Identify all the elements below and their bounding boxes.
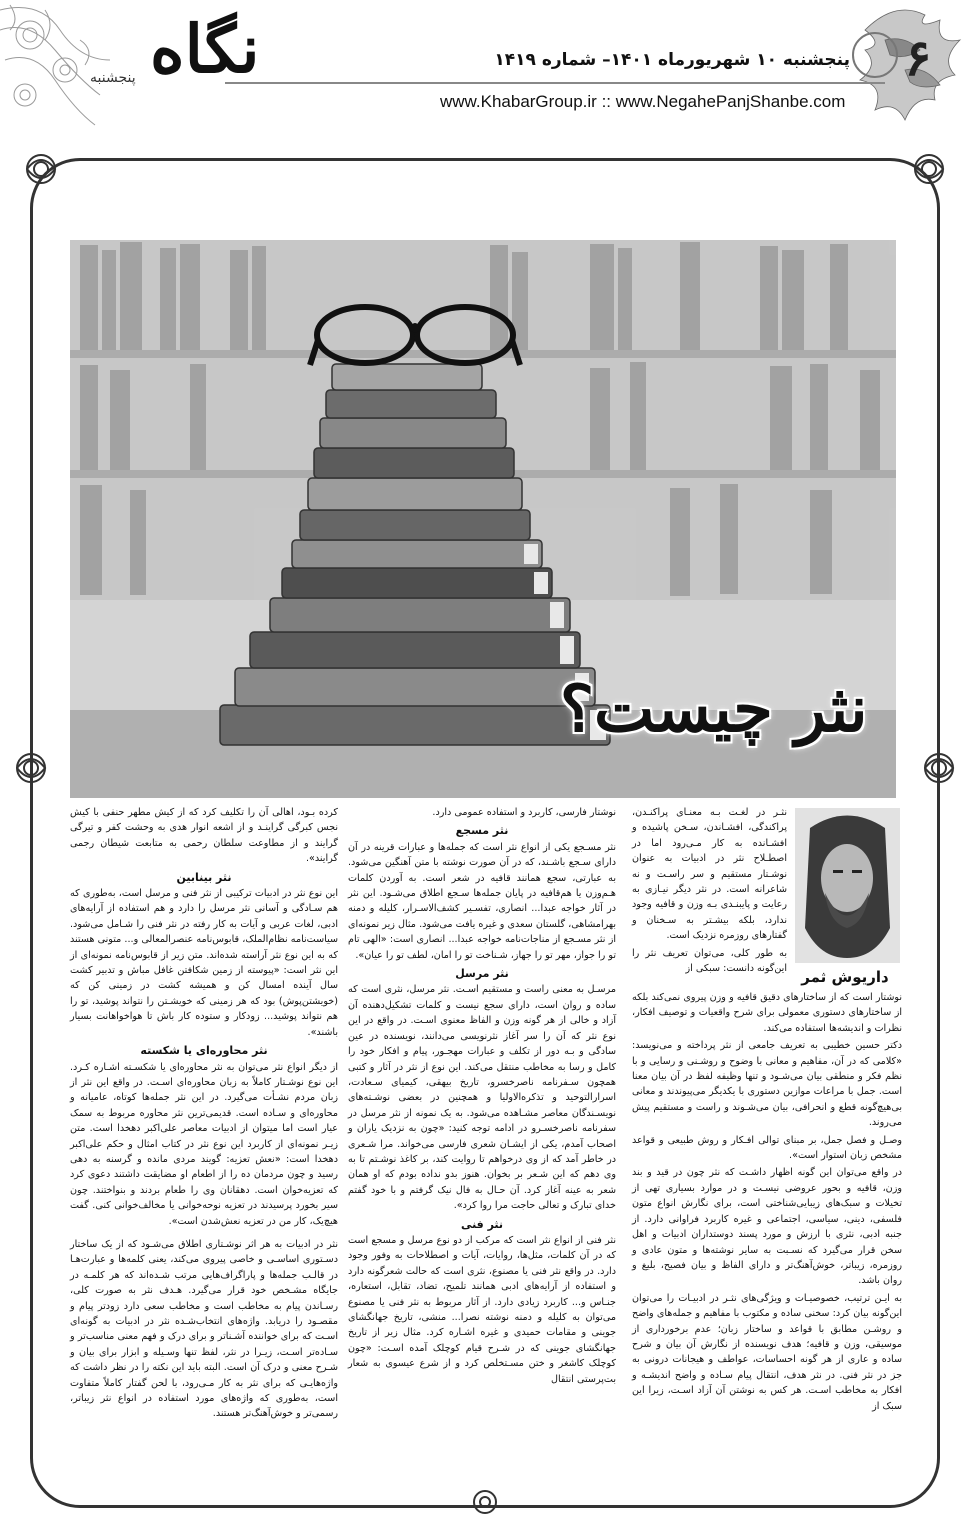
- paragraph: نثـر در لغـت بـه معنـای پراکنـدن، پراکندگی، افشـاندن، سـخن پاشیده و افشـانده به کار مـی‌رود اما در اصطـلاح نثر در ادبیات به عنوان نوشـتار مستقیم و سر راسـت و نه شاعرانه است. در نثر دیگر نیـازی به رعایت و پایبنـدی بـه وزن و قافیه وجود ندارد، بلکه بیشـتر به سـخنان و گفتارهای روزمره نزدیک است.: [632, 807, 787, 942]
- section-heading: نثر فنی: [460, 1217, 504, 1231]
- paragraph: نوشتار است که از ساختارهای دقیق قافیه و وزن پیروی نمی‌کند بلکه از ساختارهای دستوری معمولی برای شرح واقعیات و توصیف افکار، نظرات و اندیشه‌ها استفاده می‌کند.: [632, 992, 902, 1034]
- section-heading: نثر مسجع: [455, 824, 509, 838]
- section-heading: نثر مرسل: [455, 967, 509, 981]
- section-heading: نثر بینابین: [176, 870, 232, 884]
- paragraph: به ایـن ترتیب، خصوصیـات و ویژگی‌های نثـر در ادبیـات را می‌توان این‌گونه بیان کرد: سخنی ساده و مکتوب با مفاهیم و جمله‌های واضح و روشـن مطابق با قواعد و ساختار زبان؛ عدم برخورداری از موسیقی، وزن و قافیه؛ هدف نویسنده از نگارش آن بیان و شرح ساده و عاری از هر گونه احساسات، عواطف و هیجانات درونی به جز در نثر فنی. در نثر هدف، انتقال پیام سـاده و واضح اندیشـه و افکار به مخاطب اسـت. هر کس به نوشتن آن آزاد اسـت، زیرا این سبک از: [632, 1292, 902, 1412]
- paragraph: این نوع نثر در ادبیات ترکیبی از نثر فنی و مرسل است، به‌طوری که هم سـادگی و آسانی نثر مرسل را دارد و هم استفاده از آرایه‌های ادبی، لغات عربی و آیات به کار رفته در نثر فنی را شـامل می‌شود. سیاست‌نامه نظام‌الملک، قابوس‌نامه عنصرالمعالی و... متونی هستند که به این نوع نثر آراسته شده‌اند. متن زیر از قابوس‌نامه نمونه‌ای از این نثر است: «پیوسته از زمین شکافتن غافل مباش و تدبیر کشت سال آینده امسال کن و همیشه کشت در زمینی کن که (خویشتن‌پوش) بود که هر زمینی که خویشـتن را نتواند پوشید، تو را هم نتواند پوشید... زودکار و ستوده کار باش تا هواخواهانت بسیار باشند».: [70, 888, 338, 1038]
- website-urls: www.KhabarGroup.ir :: www.NegahePanjShanbe.com: [440, 92, 846, 111]
- author-byline: داریوش ثمر: [801, 968, 889, 986]
- paragraph: مرسـل به معنی راست و مستقیم اسـت. نثر مرسل، نثری است که ساده و روان است، دارای سجع نیست و کلمات تشکیل‌دهنده آن آزاد و خالی از هر گونه وزن و الفاظ معنوی اسـت. در واقع در این نوع نثر که آن را سر آغاز نثرنویسی می‌دانند، نویسنده در عین سادگی و بـه دور از تکلف و عبارات مهجـور، پیام و افکار خود را کامل و رسا به مخاطب منتقل می‌کند. این نوع از نثر در آثار و کتبی همچون سـفرنامه ناصرخسرو، تاریخ بیهقی، کیمیای سـعادت، اسرارالتوحید و تذکره‌الاولیا و همچنین در بعضی نوشـته‌های نویسـندگان معاصر مشـاهده می‌شود. به یک نمونه از نثر مرسل در سفرنامه ناصرخسـرو در ادامه توجه کنید: «چون به نزدیک یاران و اصحاب آمدم، یکی از ایشـان شعری فارسی می‌خواند. مرا شـعری در خاطر آمد که از وی درخواهم تا روایت کند، بر کاغذ نوشـتم تا به وی دهم که این شـعر بر بخوان. هنوز بدو نداده بودم که او همان شعر به عینه آغاز کرد. آن حـال به فال نیک گرفتم و با خود گفتم خدای تبارک و تعالی حاجت مرا روا کرد».: [348, 984, 616, 1212]
- column-3-body: [70, 805, 338, 1424]
- paragraph: نوشتار فارسی، کاربرد و استفاده عمومی دارد.: [432, 807, 616, 818]
- article-headline: نثر چیست؟: [560, 672, 868, 747]
- column-2-body: [348, 805, 616, 1389]
- floral-ornament-left-icon: [0, 0, 120, 130]
- paragraph: نثر در ادبیات به هر اثر نوشـتاری اطلاق می‌شـود که از یک ساختار دسـتوری اساسـی و خاصی پیروی می‌کند، یعنی کلمه‌ها و عبارت‌هـا در قالـب جمله‌ها و پاراگراف‌هایی مرتب شـده‌اند که هر کلمـه در جایگاه مشـخص خود قرار می‌گیرد. هـدف نثر به صورت کلی، رسـاندن پیام به مخاطب است و مخاطب سعی دارد زودتر پیام و مقصـود را دریابد. واژه‌های انتخاب‌شـده نثر در ادبیات به گونه‌ای اسـت که برای خواننده آشـناتر و برای درک و فهم معنی مناسب‌تر و سـاده‌تر اسـت، زیـرا در نثر، لفظ تنها وسـیله و ابزار برای بیان و شـرح معنی و درک آن است. البته باید این نکته را در نظر داشت که واژه‌هایـی که برای نثر به کار مـی‌رود، با لحن گفتار کاملاً متفاوت است، به‌طوری که واژه‌های مورد استفاده در انواع نثر زیباتر، رسمی‌تر و خوش‌آهنگ‌تر هستند.: [70, 1238, 338, 1420]
- frame-knot-mid-left-icon: [8, 745, 54, 791]
- logo-subtitle: پنجشنبه: [90, 70, 136, 86]
- paragraph: در واقع می‌توان این گونه اظهار داشـت که نثر چون در قید و بند وزن، قافیه و بحور عروضی نیسـت و در موارد بسیاری تهی از تخیلات و سبک‌های زیبایی‌شناختی است، برای نگارش انواع متون فلسفی، دینی، سیاسی، اجتماعی و غیره کاربرد فراوانی دارد. از جنبه ادبی، نثری با ارزش و مورد پسند دوستداران ادبیات و اهل سخن قرار می‌گیرد که نسـبت به سایر نوشته‌ها و متون عادی و روزمره، زیباتر، خوش‌آهنگ‌تر و دارای الفاظ و بیان فصیح، بلیغ و روان باشد.: [632, 1167, 902, 1287]
- paragraph: نثر فنی از انواع نثر است که مرکب از دو نوع مرسل و مسجع است که در آن کلمات، مثل‌ها، روایات، آیات و اصطلاحات به وفور وجود دارد. در واقع نثر فنی یا مصنوع، نثری است که حالت شعرگونه دارد و استفاده از آرایه‌های ادبی همانند تلمیح، تضاد، تقابل، استعاره، جنـاس و... کاربرد زیادی دارد. از آثار مربوط به نثر فنی یا مصنوع می‌توان به کلیله و دمنه نوشته نصرا... منشی، تاریخ جهانگشای جوینی و مقامات حمیدی و غیره اشـاره کرد. مثال زیر از تاریخ جهانگشای جوینی که در شـرح قیام کوچلک آمده اسـت: «چون کوچلک کاشغر و ختن مسـتخلص کرد و از شرع عیسوی به شعار بت‌پرستی انتقال: [348, 1234, 616, 1385]
- masthead: [0, 0, 970, 140]
- column-1-intro: [632, 805, 787, 976]
- paragraph: کرده بـود، اهالی آن را تکلیف کرد که از کیش مطهر حنفی با کیش نجس کبرگی گراینـد و از اشعه انوار هدی به وحشت کفر و تیرگی گرایند و از مطاوعت سلطان رحمی به متابعت شیطان رجمی گرایند».: [70, 807, 338, 865]
- paragraph: دکتر حسین خطیبی به تعریف جامعی از نثر پرداخته و می‌نویسد: «کلامی که در آن، مفاهیم و معانی با وضوح و روشـنی و رسایی و با نظم فکر و منطقی بیان می‌شـود و تنها وظیفه لفظ در آن بیان معنا است. جمل با مراعات موازین دستوری با یکدیگر می‌پیوندند و معانی بی‌هیچ‌گونه قطع و انحرافی، بیان می‌شـوند و راست و مستقیم پیش می‌روند.: [632, 1040, 902, 1129]
- column-1-body: [632, 990, 902, 1416]
- issue-date-line: پنجشنبه ۱۰ شهریورماه ۱۴۰۱– شماره ۱۴۱۹: [494, 50, 850, 70]
- frame-knot-bottom-icon: [460, 1488, 510, 1518]
- frame-knot-top-left-icon: [18, 146, 64, 192]
- frame-knot-mid-right-icon: [916, 745, 962, 791]
- section-heading: نثر محاوره‌ای یا شکسته: [140, 1044, 268, 1058]
- paragraph: به طور کلی، می‌توان تعریف نثر را این‌گونه دانست: سبکی از: [632, 947, 787, 975]
- newspaper-logo: نگاه: [150, 10, 260, 88]
- header-divider: [225, 82, 885, 84]
- paragraph: وصـل و فصل جمل، بر مبنای توالی افـکار و روش طبیعی و قواعد مشخص زبان استوار است».: [632, 1134, 902, 1162]
- frame-knot-top-right-icon: [906, 146, 952, 192]
- paragraph: نثر مسـجع یکی از انواع نثر است که جمله‌ها و عبارات قرینه در آن دارای سـجع باشـند، که در آن صورت نوشته با متن آهنگین می‌شود. به عبارتی، سجع همانند قافیه در شعر است. به آوردن کلمات هـم‌وزن یا هم‌قافیه در پایان جمله‌ها سـجع اطلاق می‌شـود. این نثر در آثار خواجه عبدا... انصاری، تفسـیر کشف‌الاسـرار، کلیله و دمنه بهرامشاهی، گلستان سعدی و غیره یافت می‌شود. مثال زیر نمونه‌ای از نثر مسـجع از مناجات‌نامه خواجه عبدا... انصاری است: «الهی تام تو را جواز، مهر تو را جهاز، شـناخت تو را امان، لطف تو را عیان».: [348, 841, 616, 961]
- page-number: ۶: [904, 28, 932, 87]
- paragraph: از دیگر انواع نثر می‌توان به نثر محاوره‌ای یا شکسـته اشـاره کـرد. این نوع نوشـتار کاملاً به زبان محاوره‌ای اسـت. در واقع این نثر از زبان مردم نشـأت می‌گیرد. در این نثر جمله‌ها کوتاه، عامیانه و محاوره‌ای و سـاده است. قدیمی‌ترین نثر محاوره مربوط به سمک عیار است اما میتوان از ادبیات معاصر علی‌اکبر دهخدا است. متن زیـر نمونه‌ای از کاربرد این نوع نثر در کتاب امثال و حکم علی‌اکبر دهخدا است: «نعش تعزیه: گویند مردی مانده و گرسنه به دهی رسید و چون مردمان ده را از اطعام او مضایقت داشتند دعوی کرد که تعزیه‌خوان است. دهقانان وی را طعام بردند و بنواختند. چون سیر بخورد پرسیدند در تعزیه نوحه‌خوانی یا مخالف‌خوانی کنی. گفت هیچ‌یک، کار من در تعزیه نعش‌شدن است».: [70, 1061, 338, 1227]
- author-photo: [795, 808, 900, 963]
